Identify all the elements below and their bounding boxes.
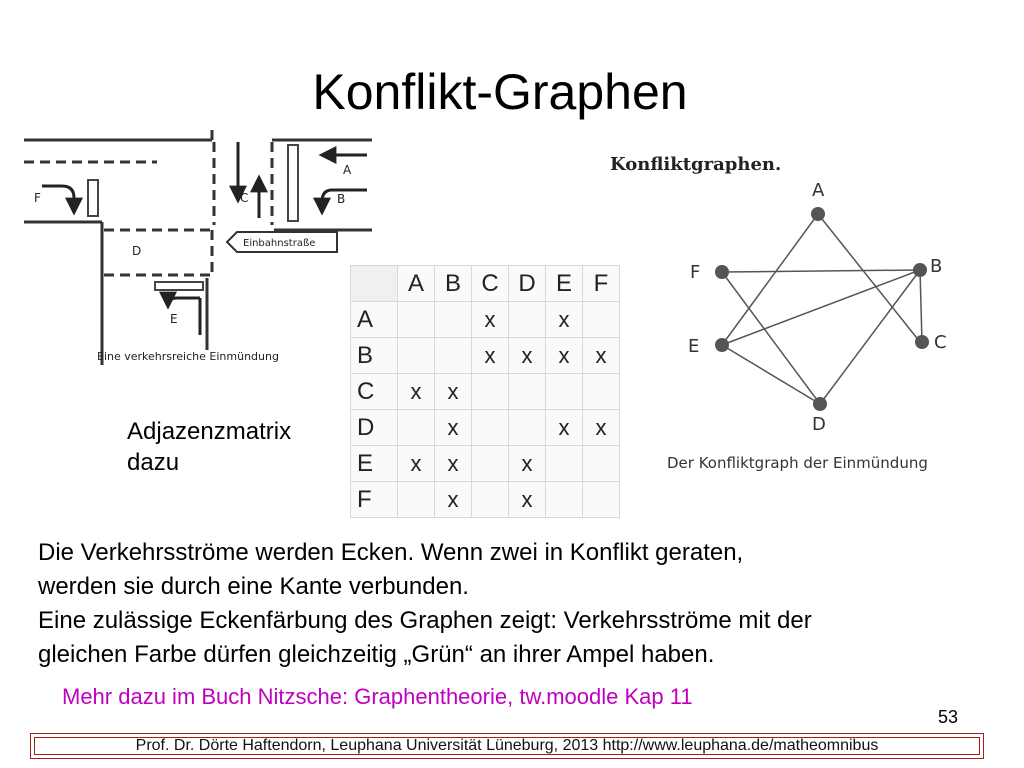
- intersection-figure: [22, 130, 372, 370]
- explanation-line: werden sie durch eine Kante verbunden.: [38, 573, 469, 600]
- graph-node-a: [811, 207, 825, 221]
- matrix-cell: [398, 482, 435, 518]
- matrix-row-header: F: [351, 482, 398, 518]
- adjacency-matrix: [350, 265, 620, 518]
- matrix-col-header: A: [398, 266, 435, 302]
- matrix-row-header: A: [351, 302, 398, 338]
- matrix-caption-line: dazu: [127, 449, 180, 476]
- matrix-cell: x: [472, 338, 509, 374]
- graph-node-b: [913, 263, 927, 277]
- matrix-cell: x: [472, 302, 509, 338]
- matrix-row: [351, 338, 620, 374]
- slide-title: Konflikt-Graphen: [312, 64, 688, 120]
- matrix-cell: x: [546, 338, 583, 374]
- matrix-caption: [127, 416, 291, 478]
- matrix-row-header: E: [351, 446, 398, 482]
- matrix-cell: x: [583, 338, 620, 374]
- matrix-col-header: D: [509, 266, 546, 302]
- matrix-cell: [472, 482, 509, 518]
- matrix-cell: [546, 374, 583, 410]
- explanation-line: Die Verkehrsströme werden Ecken. Wenn zwei in Konflikt geraten,: [38, 539, 744, 566]
- matrix-cell: x: [435, 482, 472, 518]
- matrix-cell: [472, 410, 509, 446]
- footer-box: [30, 733, 984, 759]
- graph-node-label-a: A: [812, 180, 825, 201]
- graph-caption: Der Konfliktgraph der Einmündung: [667, 454, 928, 472]
- further-reading-link[interactable]: Mehr dazu im Buch Nitzsche: Graphentheorie, tw.moodle Kap 11: [62, 684, 693, 709]
- lane-label-d: D: [132, 244, 142, 258]
- lane-label-f: F: [34, 191, 41, 205]
- matrix-cell: x: [509, 446, 546, 482]
- graph-node-label-e: E: [688, 336, 700, 357]
- matrix-row: [351, 446, 620, 482]
- matrix-cell: [546, 446, 583, 482]
- matrix-row-header: B: [351, 338, 398, 374]
- matrix-cell: [583, 482, 620, 518]
- matrix-cell: x: [435, 446, 472, 482]
- matrix-col-header: F: [583, 266, 620, 302]
- intersection-caption: Eine verkehrsreiche Einmündung: [97, 350, 279, 363]
- conflict-graph-figure: [600, 132, 995, 482]
- explanation-text: [38, 536, 998, 672]
- graph-node-label-f: F: [690, 262, 701, 283]
- matrix-cell: [509, 374, 546, 410]
- graph-node-f: [715, 265, 729, 279]
- matrix-cell: [398, 302, 435, 338]
- lane-label-b: B: [337, 192, 346, 206]
- matrix-cell: x: [509, 482, 546, 518]
- one-way-sign-label: Einbahnstraße: [243, 238, 316, 249]
- matrix-row: [351, 410, 620, 446]
- matrix-corner-cell: [351, 266, 398, 302]
- matrix-cell: [435, 338, 472, 374]
- graph-node-d: [813, 397, 827, 411]
- graph-node-e: [715, 338, 729, 352]
- graph-node-label-d: D: [812, 414, 826, 435]
- matrix-cell: [546, 482, 583, 518]
- matrix-caption-line: Adjazenzmatrix: [127, 418, 292, 445]
- explanation-line: Eine zulässige Eckenfärbung des Graphen zeigt: Verkehrsströme mit der: [38, 607, 812, 634]
- graph-node-label-b: B: [930, 256, 943, 277]
- matrix-row-header: C: [351, 374, 398, 410]
- matrix-cell: [509, 410, 546, 446]
- matrix-cell: x: [398, 374, 435, 410]
- matrix-row: [351, 482, 620, 518]
- lane-label-a: A: [343, 163, 352, 177]
- matrix-cell: [435, 302, 472, 338]
- matrix-col-header: E: [546, 266, 583, 302]
- explanation-line: gleichen Farbe dürfen gleichzeitig „Grün“ an ihrer Ampel haben.: [38, 641, 715, 668]
- matrix-cell: x: [546, 302, 583, 338]
- footer-text: Prof. Dr. Dörte Haftendorn, Leuphana Universität Lüneburg, 2013 http://www.leuphana.de/matheomnibus: [135, 737, 879, 754]
- matrix-cell: x: [435, 410, 472, 446]
- matrix-row: [351, 302, 620, 338]
- matrix-col-header: B: [435, 266, 472, 302]
- footer-inner-border: [34, 737, 980, 755]
- matrix-cell: x: [546, 410, 583, 446]
- matrix-cell: [472, 446, 509, 482]
- matrix-cell: x: [509, 338, 546, 374]
- matrix-cell: x: [583, 410, 620, 446]
- matrix-cell: [509, 302, 546, 338]
- matrix-col-header: C: [472, 266, 509, 302]
- lane-label-c: C: [240, 191, 249, 205]
- matrix-cell: [398, 410, 435, 446]
- matrix-cell: x: [435, 374, 472, 410]
- matrix-row-header: D: [351, 410, 398, 446]
- graph-header: Konfliktgraphen.: [610, 154, 782, 175]
- graph-node-label-c: C: [934, 332, 947, 353]
- page-number: 53: [938, 707, 959, 727]
- matrix-cell: x: [398, 446, 435, 482]
- matrix-row: [351, 374, 620, 410]
- matrix-header-row: [351, 266, 620, 302]
- lane-label-e: E: [170, 312, 178, 326]
- graph-node-c: [915, 335, 929, 349]
- matrix-cell: [472, 374, 509, 410]
- matrix-cell: [398, 338, 435, 374]
